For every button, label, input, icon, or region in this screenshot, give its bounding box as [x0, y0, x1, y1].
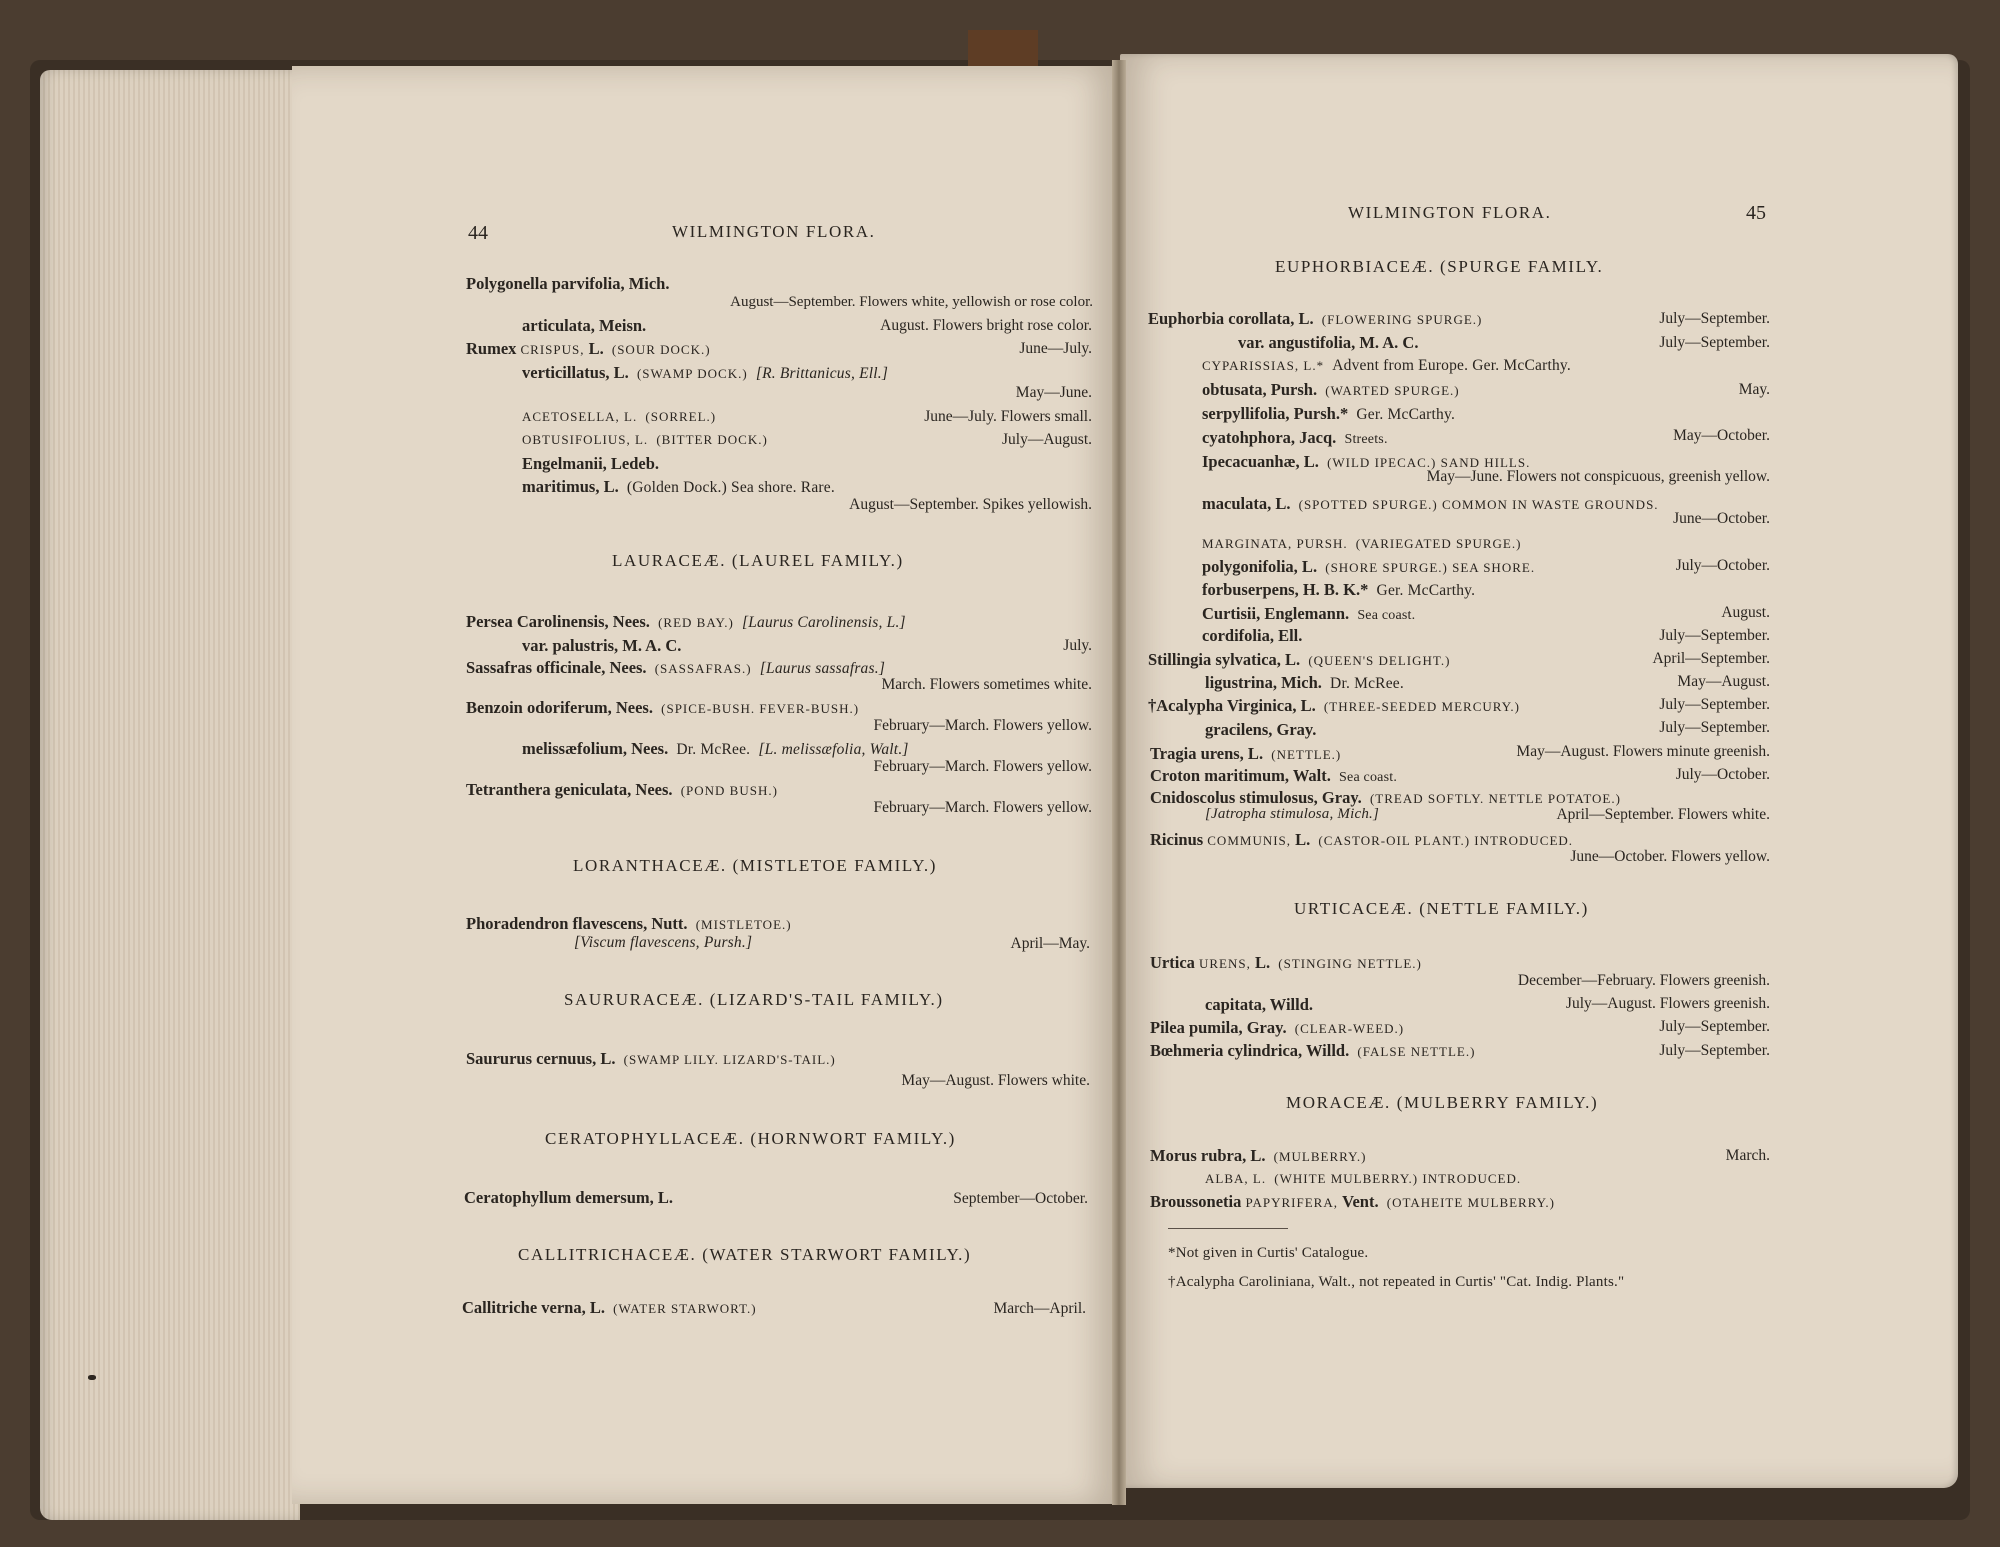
entry-capitata-dates: July—August. Flowers greenish.: [1565, 995, 1770, 1012]
entry-acalypha-dates: July—September.: [1659, 696, 1770, 713]
entry-articulata-detail: August. Flowers bright rose color.: [880, 317, 1092, 334]
entry-angustifolia: var. angustifolia, M. A. C.: [1238, 333, 1419, 352]
entry-tragia: Tragia urens, L. (NETTLE.): [1150, 744, 1342, 763]
entry-ceratophyllum: Ceratophyllum demersum, L.: [464, 1188, 673, 1207]
entry-obtusata-dates: May.: [1738, 381, 1770, 398]
entry-cordifolia: cordifolia, Ell.: [1202, 626, 1303, 645]
entry-obtusifolius-dates: July—August.: [1002, 431, 1092, 448]
family-lauraceae: LAURACEÆ. (LAUREL FAMILY.): [612, 551, 904, 570]
entry-ceratophyllum-dates: September—October.: [953, 1190, 1088, 1207]
entry-cordifolia-dates: July—September.: [1659, 627, 1770, 644]
entry-saururus: Saururus cernuus, L. (SWAMP LILY. LIZARD'S-TAIL.): [466, 1049, 836, 1068]
entry-euphorbia: Euphorbia corollata, L. (FLOWERING SPURGE.): [1148, 309, 1483, 328]
entry-acalypha: †Acalypha Virginica, L. (THREE-SEEDED MERCURY.): [1148, 696, 1521, 715]
entry-curtisii-dates: August.: [1721, 604, 1770, 621]
entry-stillingia: Stillingia sylvatica, L. (QUEEN'S DELIGHT.): [1148, 650, 1451, 669]
entry-saururus-dates: May—August. Flowers white.: [901, 1072, 1090, 1089]
entry-tragia-dates: May—August. Flowers minute greenish.: [1516, 743, 1770, 760]
entry-stillingia-dates: April—September.: [1652, 650, 1770, 667]
family-euphorbiaceae: EUPHORBIACEÆ. (SPURGE FAMILY.: [1275, 257, 1604, 276]
entry-polygonifolia-dates: July—October.: [1675, 557, 1770, 574]
entry-melissaefolium-dates: February—March. Flowers yellow.: [873, 758, 1092, 775]
entry-sassafras: Sassafras officinale, Nees. (SASSAFRAS.) [Laurus sassafras.]: [466, 658, 886, 677]
footnote-dagger: †Acalypha Caroliniana, Walt., not repeated in Curtis' "Cat. Indig. Plants.": [1168, 1274, 1625, 1290]
entry-obtusata: obtusata, Pursh. (WARTED SPURGE.): [1202, 380, 1460, 399]
entry-phoradendron: Phoradendron flavescens, Nutt. (MISTLETOE.): [466, 914, 792, 933]
entry-curtisii: Curtisii, Englemann. Sea coast.: [1202, 604, 1416, 623]
footnote-rule: [1168, 1228, 1288, 1229]
entry-ligustrina: ligustrina, Mich. Dr. McRee.: [1205, 673, 1404, 692]
entry-tetranthera: Tetranthera geniculata, Nees. (POND BUSH.): [466, 780, 778, 799]
entry-ipecacuanhae-dates: May—June. Flowers not conspicuous, greenish yellow.: [1426, 468, 1770, 485]
entry-melissaefolium: melissæfolium, Nees. Dr. McRee. [L. melissæfolia, Walt.]: [522, 739, 909, 758]
family-callitrichaceae: CALLITRICHACEÆ. (WATER STARWORT FAMILY.): [518, 1245, 972, 1264]
family-loranthaceae: LORANTHACEÆ. (MISTLETOE FAMILY.): [573, 856, 937, 875]
entry-benzoin: Benzoin odoriferum, Nees. (SPICE-BUSH. FEVER-BUSH.): [466, 698, 860, 717]
family-urticaceae: URTICACEÆ. (NETTLE FAMILY.): [1294, 899, 1589, 918]
page-number-left: 44: [468, 222, 488, 244]
entry-palustris: var. palustris, M. A. C.: [522, 636, 682, 655]
entry-rumex-crispus: Rumex CRISPUS, L. (SOUR DOCK.): [466, 339, 711, 358]
entry-urtica-dates: December—February. Flowers greenish.: [1517, 972, 1770, 989]
book-gutter: [1112, 60, 1126, 1505]
family-moraceae: MORACEÆ. (MULBERRY FAMILY.): [1286, 1093, 1599, 1112]
entry-callitriche-dates: March—April.: [993, 1300, 1086, 1317]
running-head-right: WILMINGTON FLORA.: [1348, 203, 1552, 222]
entry-maritimus: maritimus, L. (Golden Dock.) Sea shore. Rare.: [522, 477, 835, 496]
entry-cnidoscolus-syn: [Jatropha stimulosa, Mich.]: [1205, 806, 1380, 822]
entry-articulata: articulata, Meisn.: [522, 316, 647, 335]
entry-urtica: Urtica URENS, L. (STINGING NETTLE.): [1150, 953, 1422, 972]
page-number-right: 45: [1746, 202, 1766, 224]
entry-angustifolia-dates: July—September.: [1659, 334, 1770, 351]
running-head-left: WILMINGTON FLORA.: [672, 222, 876, 241]
entry-cyparissias: CYPARISSIAS, L.* Advent from Europe. Ger. McCarthy.: [1202, 357, 1571, 374]
entry-forbuserpens: forbuserpens, H. B. K.* Ger. McCarthy.: [1202, 580, 1476, 599]
entry-acetosella-dates: June—July. Flowers small.: [924, 408, 1092, 425]
ribbon-bookmark: [968, 30, 1038, 68]
entry-cnidoscolus: Cnidoscolus stimulosus, Gray. (TREAD SOFTLY. NETTLE POTATOE.): [1150, 788, 1621, 807]
page-block-edge: [40, 70, 300, 1520]
entry-maculata: maculata, L. (SPOTTED SPURGE.) COMMON IN WASTE GROUNDS.: [1202, 494, 1659, 513]
entry-boehmeria-dates: July—September.: [1659, 1042, 1770, 1059]
entry-phoradendron-dates: April—May.: [1010, 935, 1090, 952]
entry-callitriche: Callitriche verna, L. (WATER STARWORT.): [462, 1298, 757, 1317]
entry-cnidoscolus-dates: April—September. Flowers white.: [1556, 806, 1770, 823]
entry-ricinus-dates: June—October. Flowers yellow.: [1570, 848, 1770, 865]
entry-pilea: Pilea pumila, Gray. (CLEAR-WEED.): [1150, 1018, 1405, 1037]
ink-speck: [88, 1375, 96, 1380]
entry-cyatohphora-dates: May—October.: [1673, 427, 1770, 444]
entry-ipecacuanhae: Ipecacuanhæ, L. (WILD IPECAC.) SAND HILLS.: [1202, 452, 1531, 471]
entry-verticillatus: verticillatus, L. (SWAMP DOCK.) [R. Brittanicus, Ell.]: [522, 363, 889, 382]
entry-palustris-dates: July.: [1063, 637, 1092, 654]
entry-polygonifolia: polygonifolia, L. (SHORE SPURGE.) SEA SHORE.: [1202, 557, 1536, 576]
entry-benzoin-dates: February—March. Flowers yellow.: [873, 717, 1092, 734]
entry-tetranthera-dates: February—March. Flowers yellow.: [873, 799, 1092, 816]
entry-marginata: MARGINATA, PURSH. (VARIEGATED SPURGE.): [1202, 536, 1522, 551]
entry-acetosella: ACETOSELLA, L. (SORREL.): [522, 409, 717, 424]
family-saururaceae: SAURURACEÆ. (LIZARD'S-TAIL FAMILY.): [564, 990, 944, 1009]
entry-gracilens-dates: July—September.: [1659, 719, 1770, 736]
entry-polygonella-detail: August—September. Flowers white, yellowish or rose color.: [730, 294, 1093, 310]
entry-rumex-dates: June—July.: [1019, 340, 1092, 357]
entry-verticillatus-dates: May—June.: [1015, 384, 1092, 401]
entry-pilea-dates: July—September.: [1659, 1018, 1770, 1035]
entry-cyatohphora: cyatohphora, Jacq. Streets.: [1202, 428, 1388, 447]
entry-engelmanii: Engelmanii, Ledeb.: [522, 454, 660, 473]
entry-maculata-dates: June—October.: [1673, 510, 1770, 527]
entry-gracilens: gracilens, Gray.: [1205, 720, 1317, 739]
entry-morus-dates: March.: [1725, 1147, 1770, 1164]
entry-boehmeria: Bœhmeria cylindrica, Willd. (FALSE NETTLE.): [1150, 1041, 1476, 1060]
entry-morus: Morus rubra, L. (MULBERRY.): [1150, 1146, 1367, 1165]
entry-sassafras-dates: March. Flowers sometimes white.: [881, 676, 1092, 693]
entry-ricinus: Ricinus COMMUNIS, L. (CASTOR-OIL PLANT.) INTRODUCED.: [1150, 830, 1574, 849]
family-ceratophyllaceae: CERATOPHYLLACEÆ. (HORNWORT FAMILY.): [545, 1129, 956, 1148]
entry-maritimus-dates: August—September. Spikes yellowish.: [849, 496, 1092, 513]
entry-phoradendron-syn: [Viscum flavescens, Pursh.]: [574, 934, 753, 951]
entry-broussonetia: Broussonetia PAPYRIFERA, Vent. (OTAHEITE MULBERRY.): [1150, 1192, 1555, 1211]
entry-persea: Persea Carolinensis, Nees. (RED BAY.) [Laurus Carolinensis, L.]: [466, 612, 906, 631]
entry-ligustrina-dates: May—August.: [1677, 673, 1770, 690]
entry-polygonella: Polygonella parvifolia, Mich.: [466, 274, 670, 293]
footnote-star: *Not given in Curtis' Catalogue.: [1168, 1245, 1369, 1261]
entry-croton-dates: July—October.: [1675, 766, 1770, 783]
entry-croton: Croton maritimum, Walt. Sea coast.: [1150, 766, 1398, 785]
entry-alba: ALBA, L. (WHITE MULBERRY.) INTRODUCED.: [1205, 1171, 1522, 1186]
entry-euphorbia-dates: July—September.: [1659, 310, 1770, 327]
entry-obtusifolius: OBTUSIFOLIUS, L. (BITTER DOCK.): [522, 432, 768, 447]
entry-capitata: capitata, Willd.: [1205, 995, 1314, 1014]
entry-serpyllifolia: serpyllifolia, Pursh.* Ger. McCarthy.: [1202, 404, 1456, 423]
